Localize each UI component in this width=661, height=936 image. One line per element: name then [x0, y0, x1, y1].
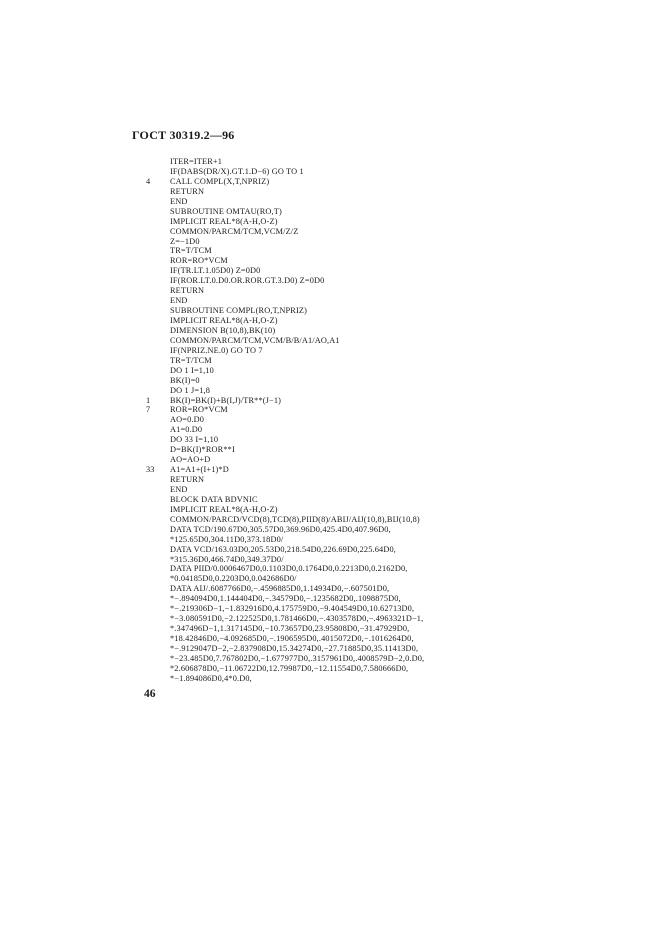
- statement-label: 1: [146, 395, 151, 405]
- code-text: IMPLICIT REAL*8(A-H,O-Z): [170, 504, 278, 514]
- code-line: [146, 366, 646, 376]
- code-line: [146, 246, 646, 256]
- code-line: [146, 177, 646, 187]
- code-text: COMMON/PARCM/TCM,VCM/Z/Z: [170, 226, 299, 236]
- code-line: [146, 624, 646, 634]
- code-line: [146, 515, 646, 525]
- code-line: [146, 654, 646, 664]
- code-line: [146, 197, 646, 207]
- code-text: *18.42846D0,−4.092685D0,−.1906595D0,.4015072D0,−.1016264D0,: [170, 634, 414, 643]
- code-text: *125.65D0,304.11D0,373.18D0/: [170, 534, 284, 544]
- code-text: *−.894094D0,1.144404D0,−.34579D0,−.1235682D0,.1098875D0,: [170, 594, 401, 604]
- code-text: COMMON/PARCD/VCD(8),TCD(8),PIID(8)/ABIJ/AIJ(10,8),BIJ(10,8): [170, 514, 420, 524]
- code-text: IMPLICIT REAL*8(A-H,O-Z): [170, 216, 278, 226]
- code-text: RETURN: [170, 286, 205, 296]
- code-text: ITER=ITER+1: [170, 157, 223, 166]
- code-text: DO 1 I=1,10: [170, 365, 214, 375]
- code-line: [146, 505, 646, 515]
- code-line: [146, 604, 646, 614]
- code-text: *−1.894086D0,4*0.D0,: [170, 673, 252, 683]
- code-line: [146, 664, 646, 674]
- code-text: BK(I)=0: [170, 375, 200, 385]
- code-text: DO 1 J=1,8: [170, 385, 211, 395]
- code-text: COMMON/PARCM/TCM,VCM/B/B/A1/AO,A1: [170, 335, 340, 345]
- code-text: BK(I)=BK(I)+B(I,J)/TR**(J−1): [170, 395, 282, 405]
- code-line: [146, 405, 646, 415]
- code-line: [146, 545, 646, 555]
- code-line: [146, 674, 646, 684]
- statement-label: 4: [146, 176, 151, 186]
- code-text: D=BK(I)*ROR**I: [170, 445, 235, 455]
- code-text: *315.36D0,466.74D0,349.37D0/: [170, 554, 284, 564]
- code-line: [146, 634, 646, 644]
- page-number: 46: [144, 688, 156, 700]
- code-line: [146, 326, 646, 336]
- code-line: [146, 415, 646, 425]
- code-text: DATA PIID/0.0006467D0,0.1103D0,0.1764D0,0.2213D0,0.2162D0,: [170, 564, 408, 574]
- code-line: [146, 187, 646, 197]
- code-line: [146, 495, 646, 505]
- document-header: ГОСТ 30319.2—96: [132, 128, 235, 142]
- code-line: [146, 564, 646, 574]
- code-line: [146, 227, 646, 237]
- code-text: RETURN: [170, 475, 205, 484]
- code-text: END: [170, 196, 188, 206]
- code-text: TR=T/TCM: [170, 246, 212, 256]
- code-text: ROR=RO*VCM: [170, 405, 228, 415]
- code-listing: [146, 157, 646, 684]
- code-text: DATA VCD/163.03D0,205.53D0,218.54D0,226.69D0,225.64D0,: [170, 544, 397, 554]
- code-line: [146, 256, 646, 266]
- code-text: SUBROUTINE OMTAU(RO,T): [170, 206, 282, 216]
- code-line: [146, 217, 646, 227]
- code-text: BLOCK DATA BDVNIC: [170, 494, 258, 504]
- code-text: IF(ROR.LT.0.D0.OR.ROR.GT.3.D0) Z=0D0: [170, 276, 325, 286]
- code-line: [146, 306, 646, 316]
- code-line: [146, 445, 646, 455]
- statement-label: 7: [146, 405, 151, 415]
- code-line: [146, 614, 646, 624]
- code-line: [146, 465, 646, 475]
- code-text: A1=A1+(I+1)*D: [170, 465, 229, 475]
- code-line: [146, 386, 646, 396]
- code-line: [146, 276, 646, 286]
- code-line: [146, 535, 646, 545]
- code-line: [146, 167, 646, 177]
- code-line: [146, 644, 646, 654]
- code-text: CALL COMPL(X,T,NPRIZ): [170, 176, 270, 186]
- code-text: TR=T/TCM: [170, 355, 212, 365]
- code-text: SUBROUTINE COMPL(RO,T,NPRIZ): [170, 306, 308, 316]
- code-line: [146, 286, 646, 296]
- code-text: AO=AO+D: [170, 455, 211, 465]
- code-text: *−.219306D−1,−1.832916D0,4.175759D0,−9.404549D0,10.62713D0,: [170, 604, 415, 614]
- code-line: [146, 296, 646, 306]
- code-text: ROR=RO*VCM: [170, 256, 228, 266]
- code-line: [146, 266, 646, 276]
- code-line: [146, 584, 646, 594]
- code-line: [146, 475, 646, 485]
- code-line: [146, 485, 646, 495]
- code-line: [146, 346, 646, 356]
- code-line: [146, 594, 646, 604]
- code-line: [146, 157, 646, 167]
- code-text: END: [170, 484, 188, 494]
- code-text: *−.9129047D−2,−2.837908D0,15.34274D0,−27.71885D0,35.11413D0,: [170, 643, 419, 653]
- code-line: [146, 336, 646, 346]
- code-text: IF(NPRIZ.NE.0) GO TO 7: [170, 345, 263, 355]
- code-line: [146, 207, 646, 217]
- code-text: END: [170, 296, 188, 306]
- code-text: Z=−1D0: [170, 236, 200, 246]
- code-line: [146, 356, 646, 366]
- code-text: RETURN: [170, 186, 205, 196]
- code-text: *−23.485D0,7.767802D0,−1.677977D0,.3157961D0,.4008579D−2,0.D0,: [170, 653, 425, 663]
- code-text: AO=0.D0: [170, 415, 205, 425]
- code-text: DIMENSION B(10,8),BK(10): [170, 325, 276, 335]
- code-line: [146, 316, 646, 326]
- code-line: [146, 525, 646, 535]
- code-line: [146, 237, 646, 247]
- code-text: DATA TCD/190.67D0,305.57D0,369.96D0,425.4D0,407.96D0,: [170, 524, 391, 534]
- code-text: A1=0.D0: [170, 425, 203, 435]
- code-line: [146, 396, 646, 406]
- code-text: DATA AIJ/.6087766D0,−.4596885D0,1.14934D0,−.607501D0,: [170, 584, 390, 594]
- code-text: *.347496D−1,1.317145D0,−10.73657D0,23.95808D0,−31.47929D0,: [170, 624, 410, 634]
- code-text: *2.606878D0,−11.06722D0,12.79987D0,−12.11554D0,7.580666D0,: [170, 663, 409, 673]
- code-line: [146, 376, 646, 386]
- code-text: IMPLICIT REAL*8(A-H,O-Z): [170, 316, 278, 325]
- code-line: [146, 574, 646, 584]
- code-line: [146, 455, 646, 465]
- code-text: IF(TR.LT.1.05D0) Z=0D0: [170, 266, 261, 276]
- code-text: DO 33 I=1,10: [170, 435, 219, 445]
- code-line: [146, 435, 646, 445]
- code-line: [146, 425, 646, 435]
- code-line: [146, 555, 646, 565]
- statement-label: 33: [146, 465, 155, 475]
- code-text: *−3.080591D0,−2.122525D0,1.781466D0,−.4303578D0,−.4963321D−1,: [170, 614, 424, 624]
- code-text: *0.04185D0,0.2203D0,0.042686D0/: [170, 574, 297, 584]
- code-text: IF(DABS(DR/X).GT.1.D−6) GO TO 1: [170, 166, 304, 176]
